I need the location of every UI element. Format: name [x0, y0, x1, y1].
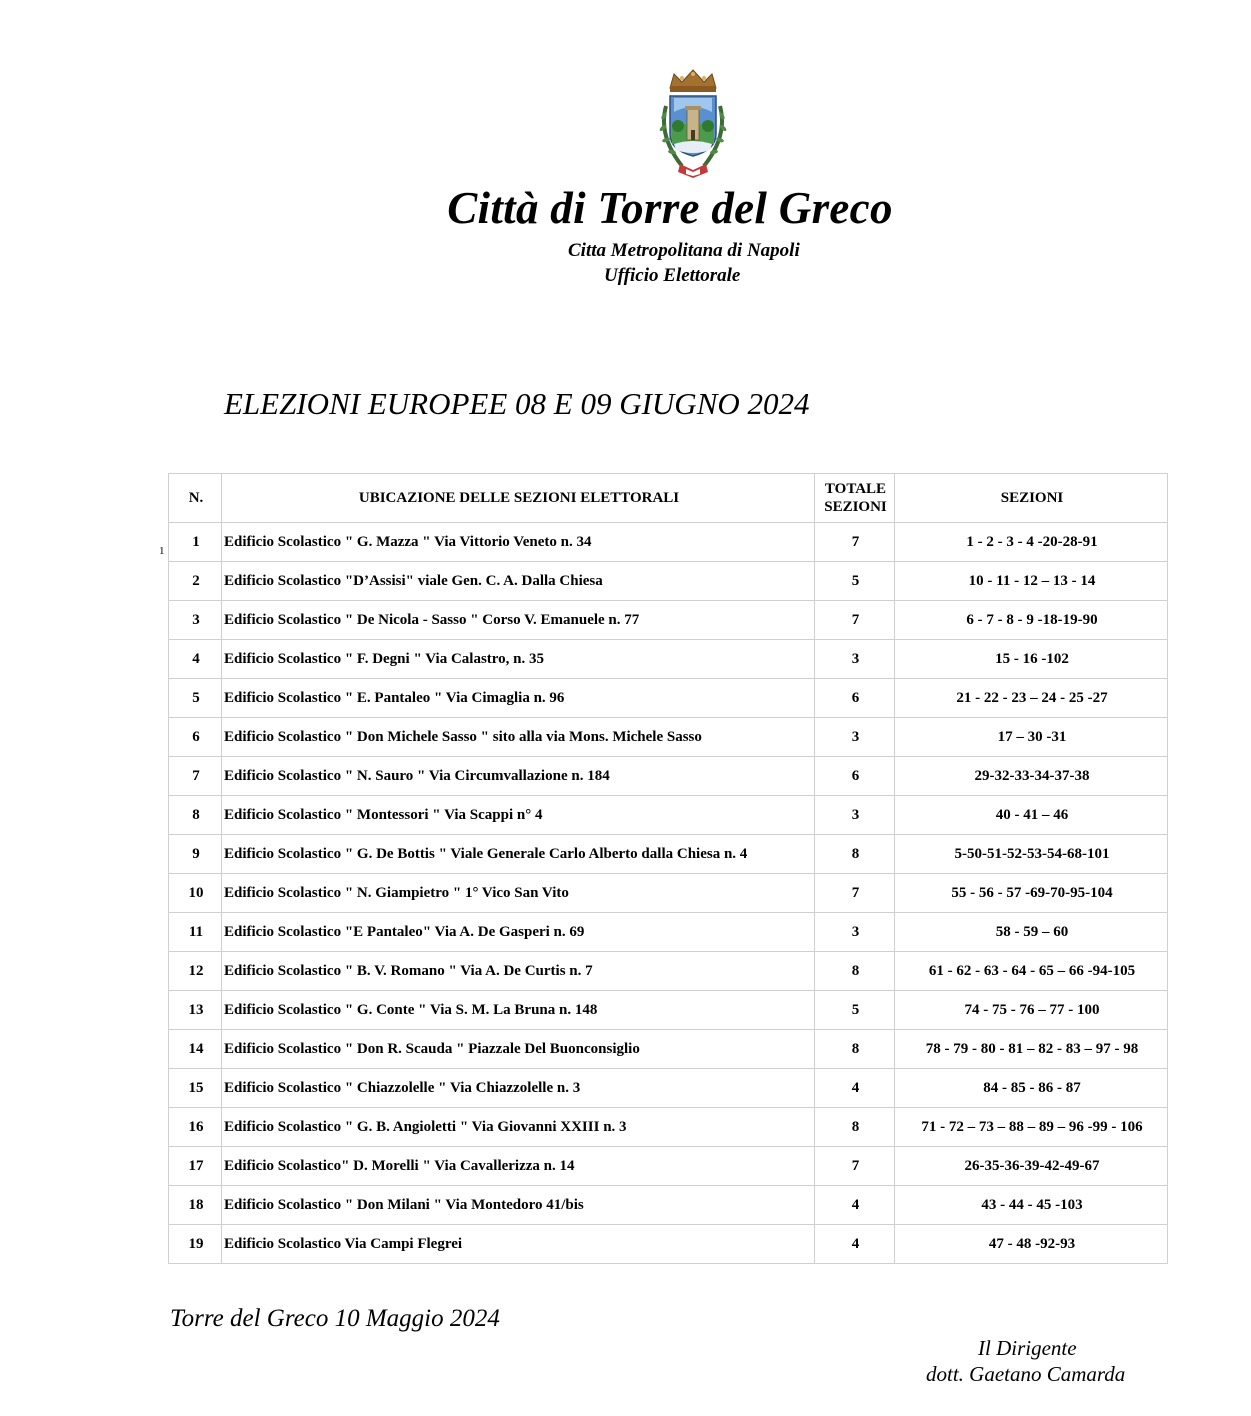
- polling-sections-table: [168, 473, 1168, 1264]
- row-sections: 61 - 62 - 63 - 64 - 65 – 66 -94-105: [895, 952, 1168, 991]
- row-total-sections: 4: [815, 1186, 895, 1225]
- row-location: Edificio Scolastico " Don R. Scauda " Piazzale Del Buonconsiglio: [222, 1030, 815, 1069]
- row-number: 5: [169, 679, 222, 718]
- city-title: Città di Torre del Greco: [447, 183, 893, 233]
- row-number: 13: [169, 991, 222, 1030]
- row-sections: 17 – 30 -31: [895, 718, 1168, 757]
- city-crest-emblem: [652, 66, 734, 182]
- row-total-sections: 3: [815, 718, 895, 757]
- row-number: 6: [169, 718, 222, 757]
- table-row: [169, 835, 1168, 874]
- table-row: [169, 796, 1168, 835]
- row-total-sections: 6: [815, 757, 895, 796]
- table-row: [169, 640, 1168, 679]
- row-location: Edificio Scolastico " Don Milani " Via Montedoro 41/bis: [222, 1186, 815, 1225]
- table-row: [169, 601, 1168, 640]
- row-total-sections: 3: [815, 640, 895, 679]
- row-location: Edificio Scolastico " Don Michele Sasso " sito alla via Mons. Michele Sasso: [222, 718, 815, 757]
- row-location: Edificio Scolastico Via Campi Flegrei: [222, 1225, 815, 1264]
- table-row: [169, 952, 1168, 991]
- row-number: 18: [169, 1186, 222, 1225]
- row-location: Edificio Scolastico " Montessori " Via Scappi n° 4: [222, 796, 815, 835]
- row-location: Edificio Scolastico " G. Conte " Via S. M. La Bruna n. 148: [222, 991, 815, 1030]
- row-location: Edificio Scolastico" D. Morelli " Via Cavallerizza n. 14: [222, 1147, 815, 1186]
- row-total-sections: 7: [815, 1147, 895, 1186]
- row-number: 1: [169, 523, 222, 562]
- row-total-sections: 3: [815, 913, 895, 952]
- row-sections: 6 - 7 - 8 - 9 -18-19-90: [895, 601, 1168, 640]
- row-location: Edificio Scolastico "D’Assisi" viale Gen. C. A. Dalla Chiesa: [222, 562, 815, 601]
- table-row: [169, 757, 1168, 796]
- row-location: Edificio Scolastico " De Nicola - Sasso " Corso V. Emanuele n. 77: [222, 601, 815, 640]
- row-sections: 84 - 85 - 86 - 87: [895, 1069, 1168, 1108]
- row-sections: 55 - 56 - 57 -69-70-95-104: [895, 874, 1168, 913]
- office-subtitle: Ufficio Elettorale: [604, 265, 741, 286]
- row-number: 10: [169, 874, 222, 913]
- row-total-sections: 5: [815, 562, 895, 601]
- table-row: [169, 913, 1168, 952]
- document-title: ELEZIONI EUROPEE 08 E 09 GIUGNO 2024: [224, 386, 810, 421]
- row-sections: 1 - 2 - 3 - 4 -20-28-91: [895, 523, 1168, 562]
- signatory-name: dott. Gaetano Camarda: [926, 1362, 1126, 1386]
- row-sections: 71 - 72 – 73 – 88 – 89 – 96 -99 - 106: [895, 1108, 1168, 1147]
- row-number: 7: [169, 757, 222, 796]
- header-sections: SEZIONI: [895, 474, 1168, 523]
- row-number: 19: [169, 1225, 222, 1264]
- row-location: Edificio Scolastico " N. Sauro " Via Circumvallazione n. 184: [222, 757, 815, 796]
- header-number: N.: [169, 474, 222, 523]
- row-number: 3: [169, 601, 222, 640]
- table-row: [169, 1108, 1168, 1147]
- table-header-row: [169, 474, 1168, 523]
- row-number: 12: [169, 952, 222, 991]
- signatory-role: Il Dirigente: [978, 1336, 1077, 1360]
- row-number: 17: [169, 1147, 222, 1186]
- row-sections: 47 - 48 -92-93: [895, 1225, 1168, 1264]
- row-location: Edificio Scolastico "E Pantaleo" Via A. De Gasperi n. 69: [222, 913, 815, 952]
- row-total-sections: 7: [815, 601, 895, 640]
- table-row: [169, 1225, 1168, 1264]
- table-row: [169, 1069, 1168, 1108]
- row-sections: 74 - 75 - 76 – 77 - 100: [895, 991, 1168, 1030]
- header-location: UBICAZIONE DELLE SEZIONI ELETTORALI: [222, 474, 815, 523]
- table-row: [169, 991, 1168, 1030]
- row-total-sections: 3: [815, 796, 895, 835]
- row-total-sections: 8: [815, 1108, 895, 1147]
- row-number: 8: [169, 796, 222, 835]
- row-location: Edificio Scolastico " G. Mazza " Via Vittorio Veneto n. 34: [222, 523, 815, 562]
- row-sections: 5-50-51-52-53-54-68-101: [895, 835, 1168, 874]
- row-location: Edificio Scolastico " G. De Bottis " Viale Generale Carlo Alberto dalla Chiesa n. 4: [222, 835, 815, 874]
- row-sections: 58 - 59 – 60: [895, 913, 1168, 952]
- place-and-date: Torre del Greco 10 Maggio 2024: [170, 1305, 500, 1332]
- row-location: Edificio Scolastico " Chiazzolelle " Via Chiazzolelle n. 3: [222, 1069, 815, 1108]
- row-total-sections: 4: [815, 1069, 895, 1108]
- row-sections: 15 - 16 -102: [895, 640, 1168, 679]
- row-number: 9: [169, 835, 222, 874]
- row-location: Edificio Scolastico " G. B. Angioletti " Via Giovanni XXIII n. 3: [222, 1108, 815, 1147]
- row-sections: 29-32-33-34-37-38: [895, 757, 1168, 796]
- row-sections: 78 - 79 - 80 - 81 – 82 - 83 – 97 - 98: [895, 1030, 1168, 1069]
- header-total-sections: [815, 474, 895, 523]
- row-number: 15: [169, 1069, 222, 1108]
- table-row: [169, 1147, 1168, 1186]
- row-location: Edificio Scolastico " F. Degni " Via Calastro, n. 35: [222, 640, 815, 679]
- row-sections: 26-35-36-39-42-49-67: [895, 1147, 1168, 1186]
- row-sections: 43 - 44 - 45 -103: [895, 1186, 1168, 1225]
- table-row: [169, 1030, 1168, 1069]
- row-number: 11: [169, 913, 222, 952]
- row-number: 14: [169, 1030, 222, 1069]
- row-total-sections: 8: [815, 1030, 895, 1069]
- table-row: [169, 679, 1168, 718]
- row-total-sections: 7: [815, 523, 895, 562]
- header-total-line1: TOTALE: [824, 481, 887, 497]
- row-sections: 10 - 11 - 12 – 13 - 14: [895, 562, 1168, 601]
- metropolitan-city-subtitle: Citta Metropolitana di Napoli: [568, 240, 800, 261]
- row-total-sections: 7: [815, 874, 895, 913]
- row-total-sections: 5: [815, 991, 895, 1030]
- row-sections: 21 - 22 - 23 – 24 - 25 -27: [895, 679, 1168, 718]
- row-total-sections: 8: [815, 952, 895, 991]
- row-location: Edificio Scolastico " B. V. Romano " Via A. De Curtis n. 7: [222, 952, 815, 991]
- row-location: Edificio Scolastico " E. Pantaleo " Via Cimaglia n. 96: [222, 679, 815, 718]
- row-total-sections: 6: [815, 679, 895, 718]
- row-sections: 40 - 41 – 46: [895, 796, 1168, 835]
- row-number: 2: [169, 562, 222, 601]
- table-row: [169, 874, 1168, 913]
- table-row: [169, 523, 1168, 562]
- row-total-sections: 8: [815, 835, 895, 874]
- row-location: Edificio Scolastico " N. Giampietro " 1° Vico San Vito: [222, 874, 815, 913]
- table-row: [169, 562, 1168, 601]
- table-row: [169, 1186, 1168, 1225]
- table-row: [169, 718, 1168, 757]
- row-total-sections: 4: [815, 1225, 895, 1264]
- row-number: 16: [169, 1108, 222, 1147]
- page-marker: 1: [159, 545, 165, 557]
- header-total-line2: SEZIONI: [824, 499, 887, 515]
- row-number: 4: [169, 640, 222, 679]
